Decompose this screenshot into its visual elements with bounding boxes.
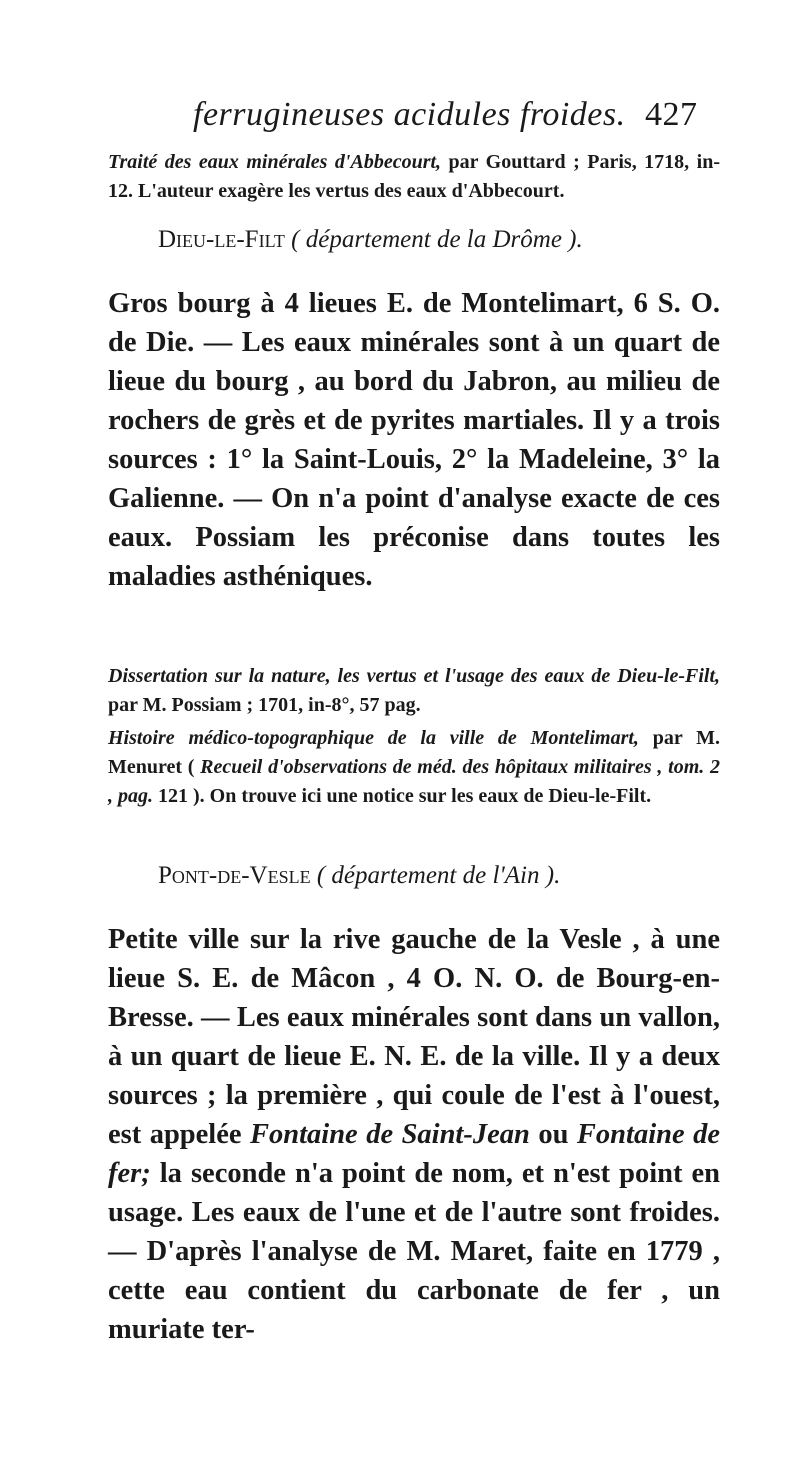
department-label: ( département de l'Ain ). (316, 862, 561, 889)
reference-subtitle: Recueil d'observations de méd. des hôpitaux militaires , tom. 2 , pag. (108, 756, 720, 807)
reference-histoire (108, 724, 720, 811)
fountain-name: Fontaine de Saint-Jean (250, 1119, 530, 1150)
reference-details: par M. Possiam ; 1701, in-8°, 57 pag. (108, 694, 421, 716)
place-name: Pont-de-Vesle (158, 862, 311, 889)
section-heading-dieu-le-filt (158, 226, 718, 254)
body-text: la seconde n'a point de nom, et n'est point en usage. Les eaux de l'une et de l'autre sont froides.— D'après l'analyse de M. Maret, faite en 1779 , cette eau contient du carbonate de fer , un muriate ter- (108, 1158, 720, 1345)
running-header (193, 96, 753, 134)
fountain-name: Fontaine de fer; (108, 1119, 720, 1189)
reference-title: Histoire médico-topographique de la ville de Montelimart, (108, 727, 639, 749)
reference-abbecourt (108, 148, 720, 206)
reference-dissertation (108, 662, 720, 720)
department-label: ( département de la Drôme ). (291, 226, 583, 253)
page-number: 427 (645, 96, 698, 133)
body-text: ou (529, 1119, 577, 1150)
section-heading-pont-de-vesle (158, 862, 718, 890)
place-name: Dieu-le-Filt (158, 226, 285, 253)
reference-details: par M. Menuret ( (108, 727, 720, 778)
running-title: ferrugineuses acidules froides. (193, 96, 626, 133)
section-body-dieu-le-filt: Gros bourg à 4 lieues E. de Montelimart, 6 S. O. de Die. — Les eaux minérales sont à un quart de lieue du bourg , au bord du Jabron, au milieu de rochers de grès et de pyrites martiales. Il y a trois sources : 1° la Saint-Louis, 2° la Madeleine, 3° la Galienne. — On n'a point d'analyse exacte de ces eaux. Possiam les préconise dans toutes les maladies asthéniques. (108, 288, 720, 592)
reference-title: Traité des eaux minérales d'Abbecourt, (108, 151, 442, 173)
section-body-pont-de-vesle (108, 920, 720, 1349)
reference-notes: 121 ). On trouve ici une notice sur les eaux de Dieu-le-Filt. (153, 785, 652, 807)
reference-title: Dissertation sur la nature, les vertus et l'usage des eaux de Dieu-le-Filt, (108, 665, 720, 687)
body-text: Petite ville sur la rive gauche de la Vesle , à une lieue S. E. de Mâcon , 4 O. N. O. de Bourg-en-Bresse. — Les eaux minérales sont dans un vallon, à un quart de lieue E. N. E. de la ville. Il y a deux sources ; la première , qui coule de l'est à l'ouest, est appelée (108, 924, 720, 1150)
reference-details: par Gouttard ; Paris, 1718, in-12. L'auteur exagère les vertus des eaux d'Abbecourt. (108, 151, 721, 202)
